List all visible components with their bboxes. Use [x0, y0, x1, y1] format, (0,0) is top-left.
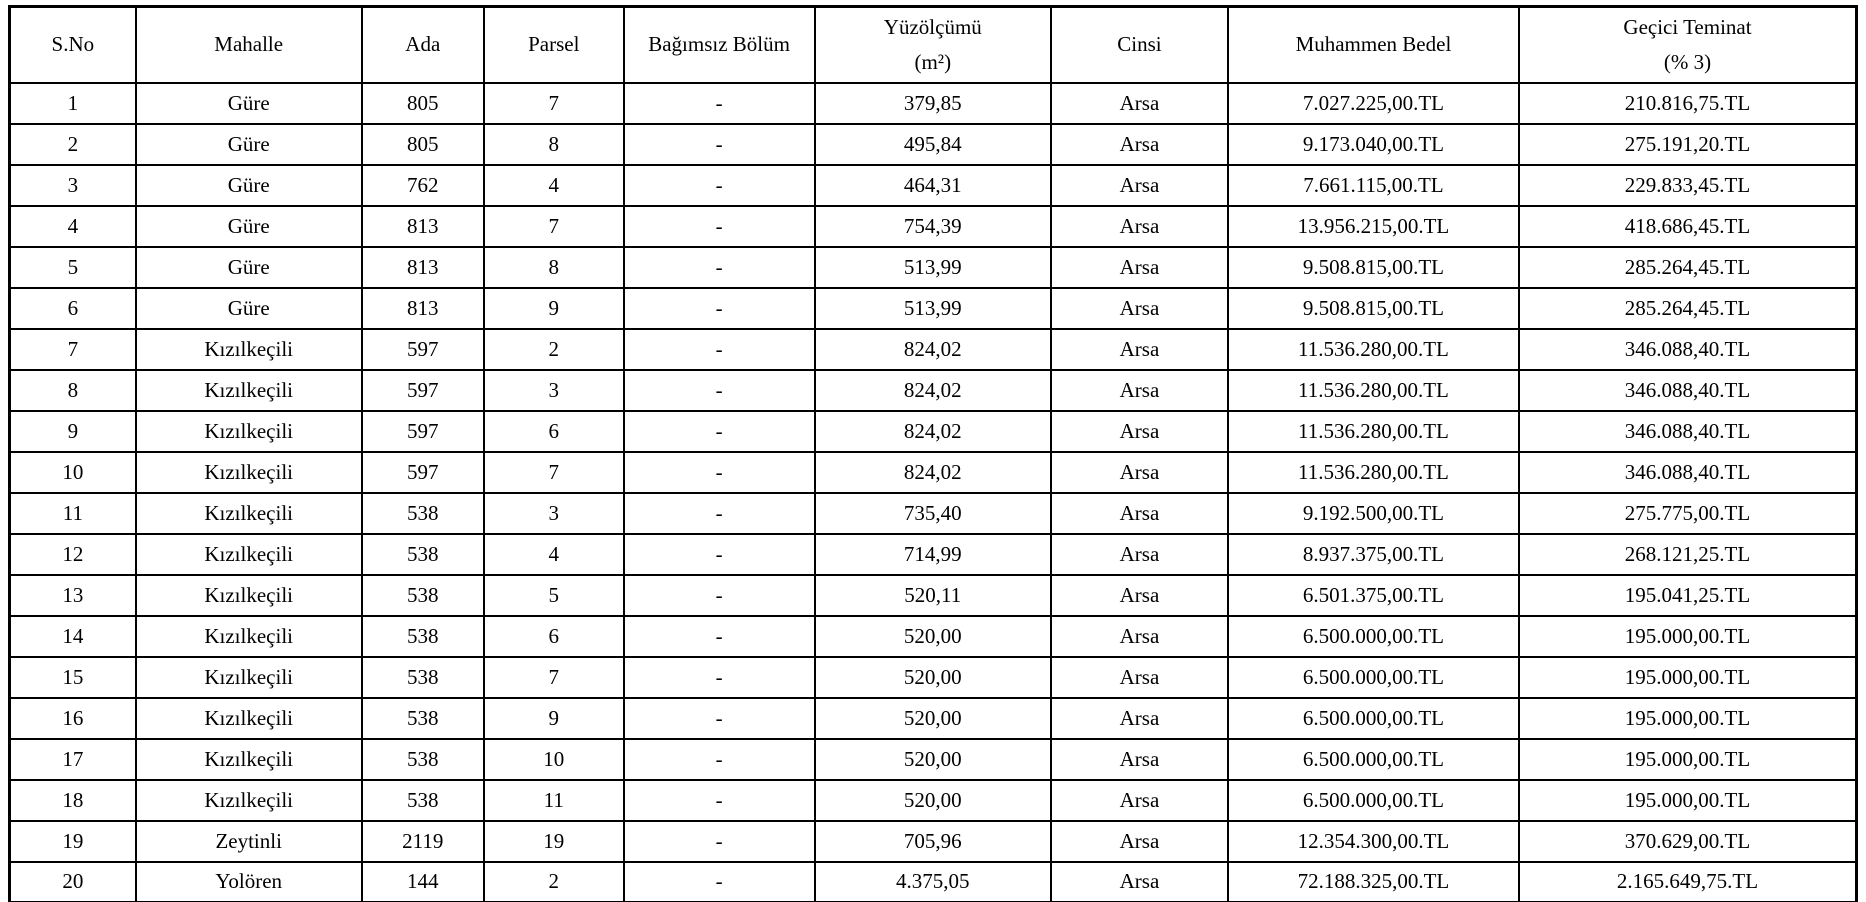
cell-bagimsiz: -: [624, 329, 815, 370]
column-header-muhammen: [1228, 7, 1519, 83]
cell-ada: 813: [362, 288, 484, 329]
cell-teminat: 418.686,45.TL: [1519, 206, 1856, 247]
cell-yuzolcumu: 513,99: [815, 288, 1052, 329]
cell-yuzolcumu: 714,99: [815, 534, 1052, 575]
cell-mahalle: Kızılkeçili: [136, 493, 362, 534]
cell-muhammen: 11.536.280,00.TL: [1228, 452, 1519, 493]
cell-parsel: 6: [484, 411, 624, 452]
table-row: [10, 493, 1857, 534]
cell-cinsi: Arsa: [1051, 83, 1228, 124]
cell-mahalle: Güre: [136, 206, 362, 247]
cell-muhammen: 6.500.000,00.TL: [1228, 616, 1519, 657]
cell-teminat: 370.629,00.TL: [1519, 821, 1856, 862]
column-header-label: Geçici Teminat: [1623, 15, 1752, 40]
cell-mahalle: Güre: [136, 165, 362, 206]
cell-teminat: 195.000,00.TL: [1519, 739, 1856, 780]
cell-bagimsiz: -: [624, 657, 815, 698]
cell-bagimsiz: -: [624, 452, 815, 493]
cell-yuzolcumu: 520,00: [815, 698, 1052, 739]
cell-muhammen: 12.354.300,00.TL: [1228, 821, 1519, 862]
cell-mahalle: Kızılkeçili: [136, 452, 362, 493]
column-header-teminat: [1519, 7, 1856, 83]
table-row: [10, 616, 1857, 657]
cell-teminat: 229.833,45.TL: [1519, 165, 1856, 206]
cell-cinsi: Arsa: [1051, 657, 1228, 698]
cell-teminat: 195.000,00.TL: [1519, 780, 1856, 821]
cell-muhammen: 7.661.115,00.TL: [1228, 165, 1519, 206]
cell-parsel: 7: [484, 83, 624, 124]
cell-mahalle: Kızılkeçili: [136, 329, 362, 370]
cell-muhammen: 8.937.375,00.TL: [1228, 534, 1519, 575]
cell-ada: 538: [362, 616, 484, 657]
cell-yuzolcumu: 464,31: [815, 165, 1052, 206]
cell-mahalle: Kızılkeçili: [136, 534, 362, 575]
cell-sno: 18: [10, 780, 136, 821]
cell-cinsi: Arsa: [1051, 821, 1228, 862]
cell-yuzolcumu: 824,02: [815, 452, 1052, 493]
cell-muhammen: 9.173.040,00.TL: [1228, 124, 1519, 165]
cell-yuzolcumu: 824,02: [815, 370, 1052, 411]
cell-parsel: 7: [484, 452, 624, 493]
cell-bagimsiz: -: [624, 288, 815, 329]
cell-ada: 538: [362, 698, 484, 739]
cell-ada: 813: [362, 206, 484, 247]
cell-muhammen: 6.500.000,00.TL: [1228, 657, 1519, 698]
cell-parsel: 3: [484, 370, 624, 411]
cell-cinsi: Arsa: [1051, 534, 1228, 575]
cell-parsel: 2: [484, 862, 624, 902]
cell-bagimsiz: -: [624, 739, 815, 780]
cell-ada: 538: [362, 575, 484, 616]
cell-muhammen: 6.501.375,00.TL: [1228, 575, 1519, 616]
cell-cinsi: Arsa: [1051, 616, 1228, 657]
cell-ada: 597: [362, 452, 484, 493]
cell-cinsi: Arsa: [1051, 165, 1228, 206]
cell-bagimsiz: -: [624, 616, 815, 657]
cell-yuzolcumu: 754,39: [815, 206, 1052, 247]
cell-sno: 4: [10, 206, 136, 247]
cell-muhammen: 7.027.225,00.TL: [1228, 83, 1519, 124]
cell-mahalle: Kızılkeçili: [136, 575, 362, 616]
cell-bagimsiz: -: [624, 821, 815, 862]
table-row: [10, 862, 1857, 902]
cell-sno: 13: [10, 575, 136, 616]
cell-bagimsiz: -: [624, 83, 815, 124]
cell-teminat: 210.816,75.TL: [1519, 83, 1856, 124]
cell-ada: 538: [362, 657, 484, 698]
table-row: [10, 698, 1857, 739]
table-row: [10, 206, 1857, 247]
cell-ada: 538: [362, 739, 484, 780]
column-header-label: S.No: [51, 32, 95, 57]
cell-parsel: 8: [484, 124, 624, 165]
cell-yuzolcumu: 379,85: [815, 83, 1052, 124]
cell-yuzolcumu: 520,00: [815, 739, 1052, 780]
cell-mahalle: Güre: [136, 247, 362, 288]
cell-yuzolcumu: 520,00: [815, 657, 1052, 698]
cell-sno: 14: [10, 616, 136, 657]
table-row: [10, 247, 1857, 288]
cell-bagimsiz: -: [624, 534, 815, 575]
cell-yuzolcumu: 824,02: [815, 329, 1052, 370]
cell-cinsi: Arsa: [1051, 288, 1228, 329]
cell-parsel: 11: [484, 780, 624, 821]
cell-mahalle: Kızılkeçili: [136, 739, 362, 780]
cell-sno: 10: [10, 452, 136, 493]
cell-teminat: 275.191,20.TL: [1519, 124, 1856, 165]
cell-teminat: 195.000,00.TL: [1519, 657, 1856, 698]
cell-sno: 12: [10, 534, 136, 575]
cell-ada: 597: [362, 411, 484, 452]
cell-ada: 538: [362, 534, 484, 575]
cell-teminat: 195.041,25.TL: [1519, 575, 1856, 616]
cell-parsel: 3: [484, 493, 624, 534]
header-row: [10, 7, 1857, 83]
cell-mahalle: Kızılkeçili: [136, 780, 362, 821]
cell-bagimsiz: -: [624, 411, 815, 452]
cell-teminat: 275.775,00.TL: [1519, 493, 1856, 534]
cell-parsel: 19: [484, 821, 624, 862]
column-header-label: Yüzölçümü: [883, 15, 982, 40]
table-header: [10, 7, 1857, 83]
cell-ada: 597: [362, 329, 484, 370]
cell-yuzolcumu: 735,40: [815, 493, 1052, 534]
cell-teminat: 346.088,40.TL: [1519, 329, 1856, 370]
cell-parsel: 7: [484, 206, 624, 247]
table-row: [10, 83, 1857, 124]
cell-yuzolcumu: 513,99: [815, 247, 1052, 288]
cell-mahalle: Kızılkeçili: [136, 411, 362, 452]
cell-sno: 9: [10, 411, 136, 452]
cell-muhammen: 9.192.500,00.TL: [1228, 493, 1519, 534]
table-row: [10, 534, 1857, 575]
cell-parsel: 10: [484, 739, 624, 780]
cell-mahalle: Kızılkeçili: [136, 370, 362, 411]
cell-bagimsiz: -: [624, 247, 815, 288]
cell-mahalle: Güre: [136, 288, 362, 329]
column-header-label: Parsel: [528, 32, 580, 57]
auction-table: [8, 5, 1858, 902]
cell-cinsi: Arsa: [1051, 452, 1228, 493]
cell-sno: 8: [10, 370, 136, 411]
column-header-bagimsiz: [624, 7, 815, 83]
cell-muhammen: 11.536.280,00.TL: [1228, 370, 1519, 411]
cell-ada: 805: [362, 124, 484, 165]
cell-cinsi: Arsa: [1051, 780, 1228, 821]
cell-muhammen: 6.500.000,00.TL: [1228, 698, 1519, 739]
cell-teminat: 346.088,40.TL: [1519, 452, 1856, 493]
cell-cinsi: Arsa: [1051, 124, 1228, 165]
cell-mahalle: Zeytinli: [136, 821, 362, 862]
cell-muhammen: 9.508.815,00.TL: [1228, 288, 1519, 329]
cell-parsel: 5: [484, 575, 624, 616]
cell-bagimsiz: -: [624, 493, 815, 534]
table-row: [10, 370, 1857, 411]
cell-sno: 6: [10, 288, 136, 329]
cell-parsel: 7: [484, 657, 624, 698]
column-header-yuzolcumu: [815, 7, 1052, 83]
column-header-ada: [362, 7, 484, 83]
table-row: [10, 411, 1857, 452]
cell-sno: 3: [10, 165, 136, 206]
cell-yuzolcumu: 520,11: [815, 575, 1052, 616]
cell-parsel: 4: [484, 165, 624, 206]
cell-mahalle: Kızılkeçili: [136, 698, 362, 739]
cell-teminat: 195.000,00.TL: [1519, 616, 1856, 657]
cell-sno: 15: [10, 657, 136, 698]
cell-teminat: 346.088,40.TL: [1519, 370, 1856, 411]
column-header-sublabel: (% 3): [1663, 49, 1712, 74]
cell-sno: 17: [10, 739, 136, 780]
cell-mahalle: Güre: [136, 124, 362, 165]
cell-cinsi: Arsa: [1051, 739, 1228, 780]
cell-parsel: 4: [484, 534, 624, 575]
cell-bagimsiz: -: [624, 698, 815, 739]
table-row: [10, 739, 1857, 780]
cell-cinsi: Arsa: [1051, 247, 1228, 288]
cell-sno: 19: [10, 821, 136, 862]
cell-cinsi: Arsa: [1051, 493, 1228, 534]
cell-ada: 813: [362, 247, 484, 288]
cell-cinsi: Arsa: [1051, 206, 1228, 247]
cell-teminat: 268.121,25.TL: [1519, 534, 1856, 575]
cell-bagimsiz: -: [624, 124, 815, 165]
cell-muhammen: 6.500.000,00.TL: [1228, 739, 1519, 780]
cell-parsel: 9: [484, 288, 624, 329]
cell-cinsi: Arsa: [1051, 370, 1228, 411]
cell-parsel: 2: [484, 329, 624, 370]
table-body: [10, 83, 1857, 902]
cell-cinsi: Arsa: [1051, 698, 1228, 739]
column-header-label: Cinsi: [1117, 32, 1162, 57]
cell-bagimsiz: -: [624, 206, 815, 247]
cell-muhammen: 6.500.000,00.TL: [1228, 780, 1519, 821]
table-row: [10, 288, 1857, 329]
cell-ada: 805: [362, 83, 484, 124]
cell-sno: 11: [10, 493, 136, 534]
cell-muhammen: 9.508.815,00.TL: [1228, 247, 1519, 288]
cell-teminat: 285.264,45.TL: [1519, 247, 1856, 288]
cell-parsel: 9: [484, 698, 624, 739]
cell-cinsi: Arsa: [1051, 575, 1228, 616]
column-header-label: Muhammen Bedel: [1295, 32, 1452, 57]
cell-ada: 762: [362, 165, 484, 206]
table-row: [10, 165, 1857, 206]
cell-muhammen: 13.956.215,00.TL: [1228, 206, 1519, 247]
cell-sno: 1: [10, 83, 136, 124]
column-header-mahalle: [136, 7, 362, 83]
cell-sno: 7: [10, 329, 136, 370]
cell-ada: 538: [362, 780, 484, 821]
column-header-cinsi: [1051, 7, 1228, 83]
table-row: [10, 821, 1857, 862]
cell-sno: 5: [10, 247, 136, 288]
cell-teminat: 195.000,00.TL: [1519, 698, 1856, 739]
cell-mahalle: Kızılkeçili: [136, 657, 362, 698]
cell-ada: 144: [362, 862, 484, 902]
cell-parsel: 8: [484, 247, 624, 288]
column-header-label: Mahalle: [214, 32, 284, 57]
cell-parsel: 6: [484, 616, 624, 657]
cell-cinsi: Arsa: [1051, 329, 1228, 370]
cell-yuzolcumu: 520,00: [815, 616, 1052, 657]
table-row: [10, 124, 1857, 165]
cell-teminat: 2.165.649,75.TL: [1519, 862, 1856, 902]
cell-yuzolcumu: 705,96: [815, 821, 1052, 862]
cell-ada: 538: [362, 493, 484, 534]
table-row: [10, 329, 1857, 370]
cell-bagimsiz: -: [624, 780, 815, 821]
cell-muhammen: 11.536.280,00.TL: [1228, 411, 1519, 452]
cell-sno: 20: [10, 862, 136, 902]
cell-bagimsiz: -: [624, 862, 815, 902]
cell-sno: 16: [10, 698, 136, 739]
cell-muhammen: 72.188.325,00.TL: [1228, 862, 1519, 902]
cell-teminat: 285.264,45.TL: [1519, 288, 1856, 329]
column-header-parsel: [484, 7, 624, 83]
cell-yuzolcumu: 520,00: [815, 780, 1052, 821]
cell-bagimsiz: -: [624, 370, 815, 411]
column-header-sno: [10, 7, 136, 83]
cell-bagimsiz: -: [624, 575, 815, 616]
cell-yuzolcumu: 4.375,05: [815, 862, 1052, 902]
cell-ada: 2119: [362, 821, 484, 862]
column-header-label: Bağımsız Bölüm: [648, 32, 790, 57]
cell-mahalle: Güre: [136, 83, 362, 124]
column-header-label: Ada: [405, 32, 441, 57]
cell-teminat: 346.088,40.TL: [1519, 411, 1856, 452]
cell-cinsi: Arsa: [1051, 862, 1228, 902]
cell-yuzolcumu: 824,02: [815, 411, 1052, 452]
cell-mahalle: Kızılkeçili: [136, 616, 362, 657]
cell-bagimsiz: -: [624, 165, 815, 206]
cell-muhammen: 11.536.280,00.TL: [1228, 329, 1519, 370]
cell-yuzolcumu: 495,84: [815, 124, 1052, 165]
cell-mahalle: Yolören: [136, 862, 362, 902]
table-row: [10, 575, 1857, 616]
cell-cinsi: Arsa: [1051, 411, 1228, 452]
table-row: [10, 657, 1857, 698]
cell-sno: 2: [10, 124, 136, 165]
column-header-sublabel: (m²): [914, 49, 952, 74]
table-row: [10, 452, 1857, 493]
cell-ada: 597: [362, 370, 484, 411]
table-row: [10, 780, 1857, 821]
